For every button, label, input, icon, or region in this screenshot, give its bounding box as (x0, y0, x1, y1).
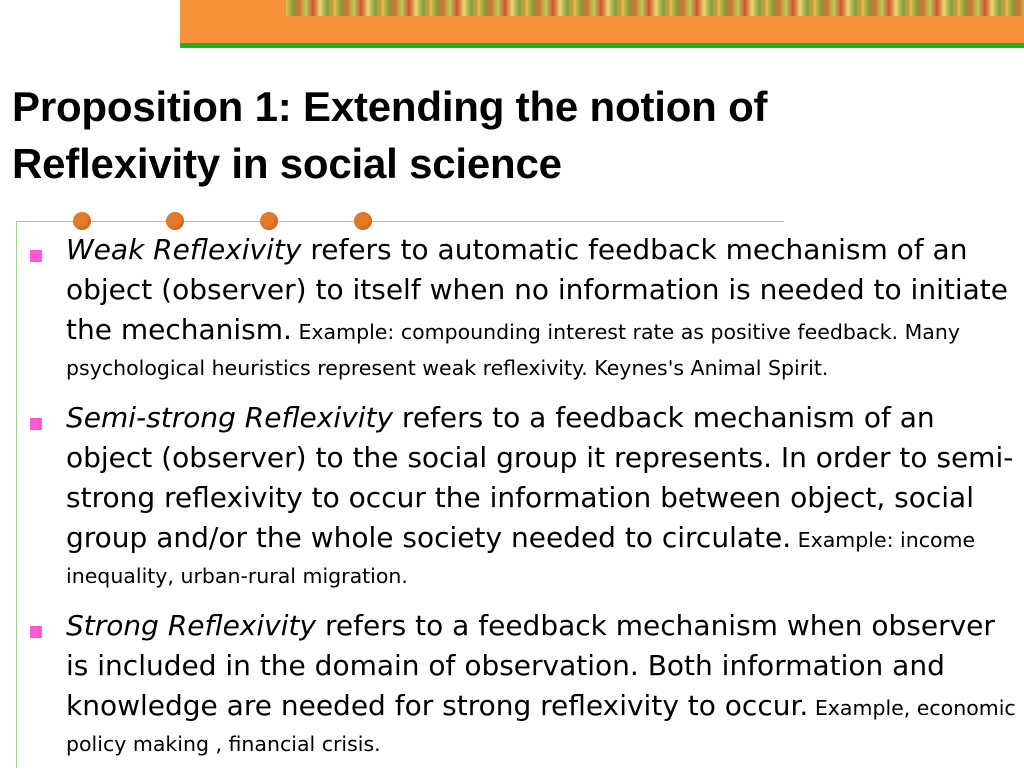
orange-dot-2 (166, 212, 184, 230)
orange-dot-4 (354, 212, 372, 230)
pink-square-bullet-icon (30, 250, 42, 262)
slide-title-line-1: Proposition 1: Extending the notion of (12, 83, 768, 130)
pink-square-bullet-icon (30, 418, 42, 430)
orange-dot-1 (73, 212, 91, 230)
bullet-weak-reflexivity (30, 232, 1020, 388)
example-text: Example, economic policy making , financial crisis. (66, 696, 1016, 756)
content-frame-top-border (16, 221, 784, 222)
definition-text: refers to a feedback mechanism when observer is included in the domain of observation. Both information and knowledge are needed for strong reflexivity to occur. (66, 609, 995, 722)
term-semi-strong-reflexivity: Semi-strong Reflexivity (66, 401, 394, 434)
slide-title-line-2: Reflexivity in social science (12, 140, 562, 187)
banner-pattern (286, 0, 1024, 16)
top-decorative-banner (180, 0, 1024, 48)
slide-title (12, 78, 1002, 192)
bullet-strong-reflexivity (30, 608, 1020, 764)
term-strong-reflexivity: Strong Reflexivity (66, 609, 317, 642)
example-text: Example: income inequality, urban-rural migration. (66, 528, 976, 588)
example-text: Example: compounding interest rate as positive feedback. Many psychological heuristics represent weak reflexivity. Keynes's Animal Spirit. (66, 320, 960, 380)
bullet-list (30, 232, 1020, 776)
content-frame-left-border (16, 221, 17, 768)
definition-text: refers to automatic feedback mechanism of an object (observer) to itself when no information is needed to initiate the mechanism. (66, 233, 1008, 346)
orange-dot-3 (260, 212, 278, 230)
banner-green-stripe (180, 43, 1024, 48)
definition-text: refers to a feedback mechanism of an object (observer) to the social group it represents. In order to semi-strong reflexivity to occur the information between object, social group and/or the whole society needed to circulate. (66, 401, 1014, 554)
pink-square-bullet-icon (30, 626, 42, 638)
bullet-semi-strong-reflexivity (30, 400, 1020, 596)
term-weak-reflexivity: Weak Reflexivity (66, 233, 302, 266)
